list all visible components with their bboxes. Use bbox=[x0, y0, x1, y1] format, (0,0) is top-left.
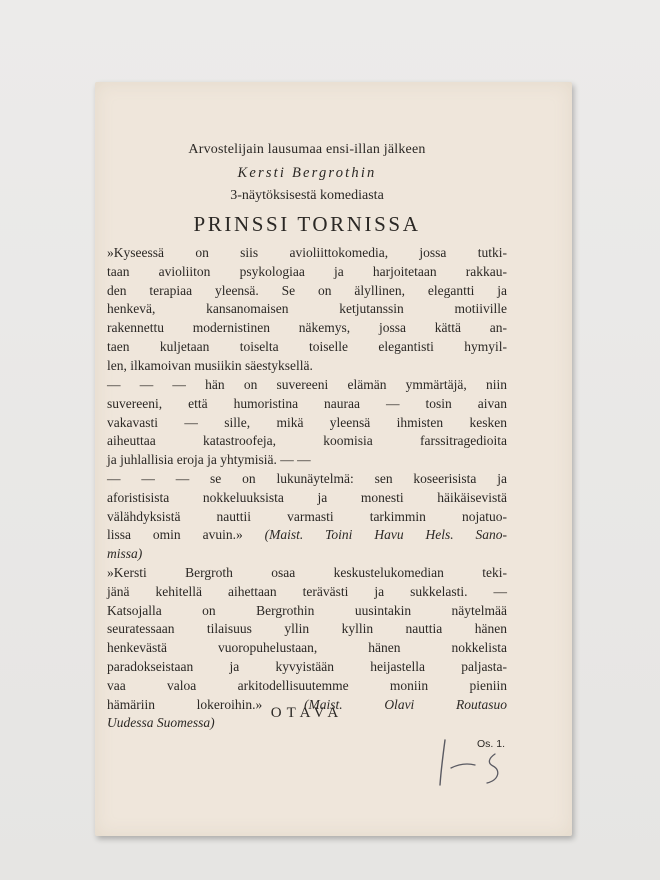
text-line: len, ilkamoivan musiikin säestyksellä. bbox=[107, 357, 313, 373]
text-line: aforistisista nokkeluuksista ja monesti häikäisevistä bbox=[107, 489, 507, 505]
review-2-source-end: Uudessa Suomessa) bbox=[107, 715, 215, 731]
text-line: henkevä, kansanomaisen ketjutanssin motiiville bbox=[107, 301, 507, 317]
text-fragment: hämäriin lokeroihin.» bbox=[107, 696, 263, 712]
text-line: »Kyseessä on siis avioliittokomedia, jossa tutki- bbox=[107, 245, 507, 260]
text-line: rakennettu modernistinen näkemys, jossa kättä an- bbox=[107, 320, 507, 336]
text-line: Katsojalla on Bergrothin uusintakin näytelmää bbox=[107, 602, 507, 618]
text-line: — — — hän on suvereeni elämän ymmärtäjä, niin bbox=[107, 377, 507, 392]
review-1-paragraph-2 bbox=[107, 376, 507, 470]
author-name: Kersti Bergrothin bbox=[237, 165, 377, 181]
text-line: henkevästä vuoropuhelustaan, hänen nokkelista bbox=[107, 640, 507, 656]
text-line: vakavasti — sille, mikä yleensä ihmisten kesken bbox=[107, 414, 507, 430]
text-line: taen kuljetaan toiselta toiselle elegantisti hymyil- bbox=[107, 338, 507, 354]
intro-line: Arvostelijain lausumaa ensi-illan jälkeen bbox=[188, 142, 426, 157]
review-1-source-end: missa) bbox=[107, 546, 143, 562]
review-2-source: (Maist. Olavi Routasuo bbox=[304, 696, 507, 712]
catalog-code: Os. 1. bbox=[477, 738, 506, 750]
text-line: välähdyksistä nauttii varmasti tarkimmin nojatuo- bbox=[107, 508, 507, 524]
text-line: taan avioliiton psykologiaa ja harjoitetaan rakkau- bbox=[107, 263, 507, 279]
text-line: vaa valoa arkitodellisuutemme moniin pieniin bbox=[107, 677, 507, 693]
text-line: aiheuttaa katastroofeja, koomisia farssitragedioita bbox=[107, 433, 507, 449]
subtitle: 3-näytöksisestä komediasta bbox=[230, 188, 384, 203]
text-line: seuratessaan tilaisuus yllin kyllin nauttia hänen bbox=[107, 621, 507, 637]
text-fragment: lissa omin avuin.» bbox=[107, 527, 243, 543]
text-line: den terapiaa yleensä. Se on älyllinen, elegantti ja bbox=[107, 282, 507, 298]
book-title: PRINSSI TORNISSA bbox=[193, 212, 421, 236]
review-1-paragraph-1 bbox=[107, 244, 507, 376]
text-line: ja juhlallisia eroja ja yhtymisiä. — — bbox=[107, 452, 311, 468]
text-line: — — — se on lukunäytelmä: sen koseerisista ja bbox=[107, 471, 507, 486]
text-line: jänä kehitellä aihettaan terävästi ja sukkelasti. — bbox=[107, 583, 507, 599]
publisher-name: OTAVA bbox=[270, 705, 344, 721]
review-1-paragraph-3 bbox=[107, 470, 507, 564]
text-line: paradokseistaan ja kyvyistään heijastella paljasta- bbox=[107, 658, 507, 674]
text-line: suvereeni, että humoristina nauraa — tosin aivan bbox=[107, 395, 507, 411]
text-line: »Kersti Bergroth osaa keskustelukomedian teki- bbox=[107, 565, 507, 580]
review-1-source: (Maist. Toini Havu Hels. Sano- bbox=[264, 527, 508, 543]
